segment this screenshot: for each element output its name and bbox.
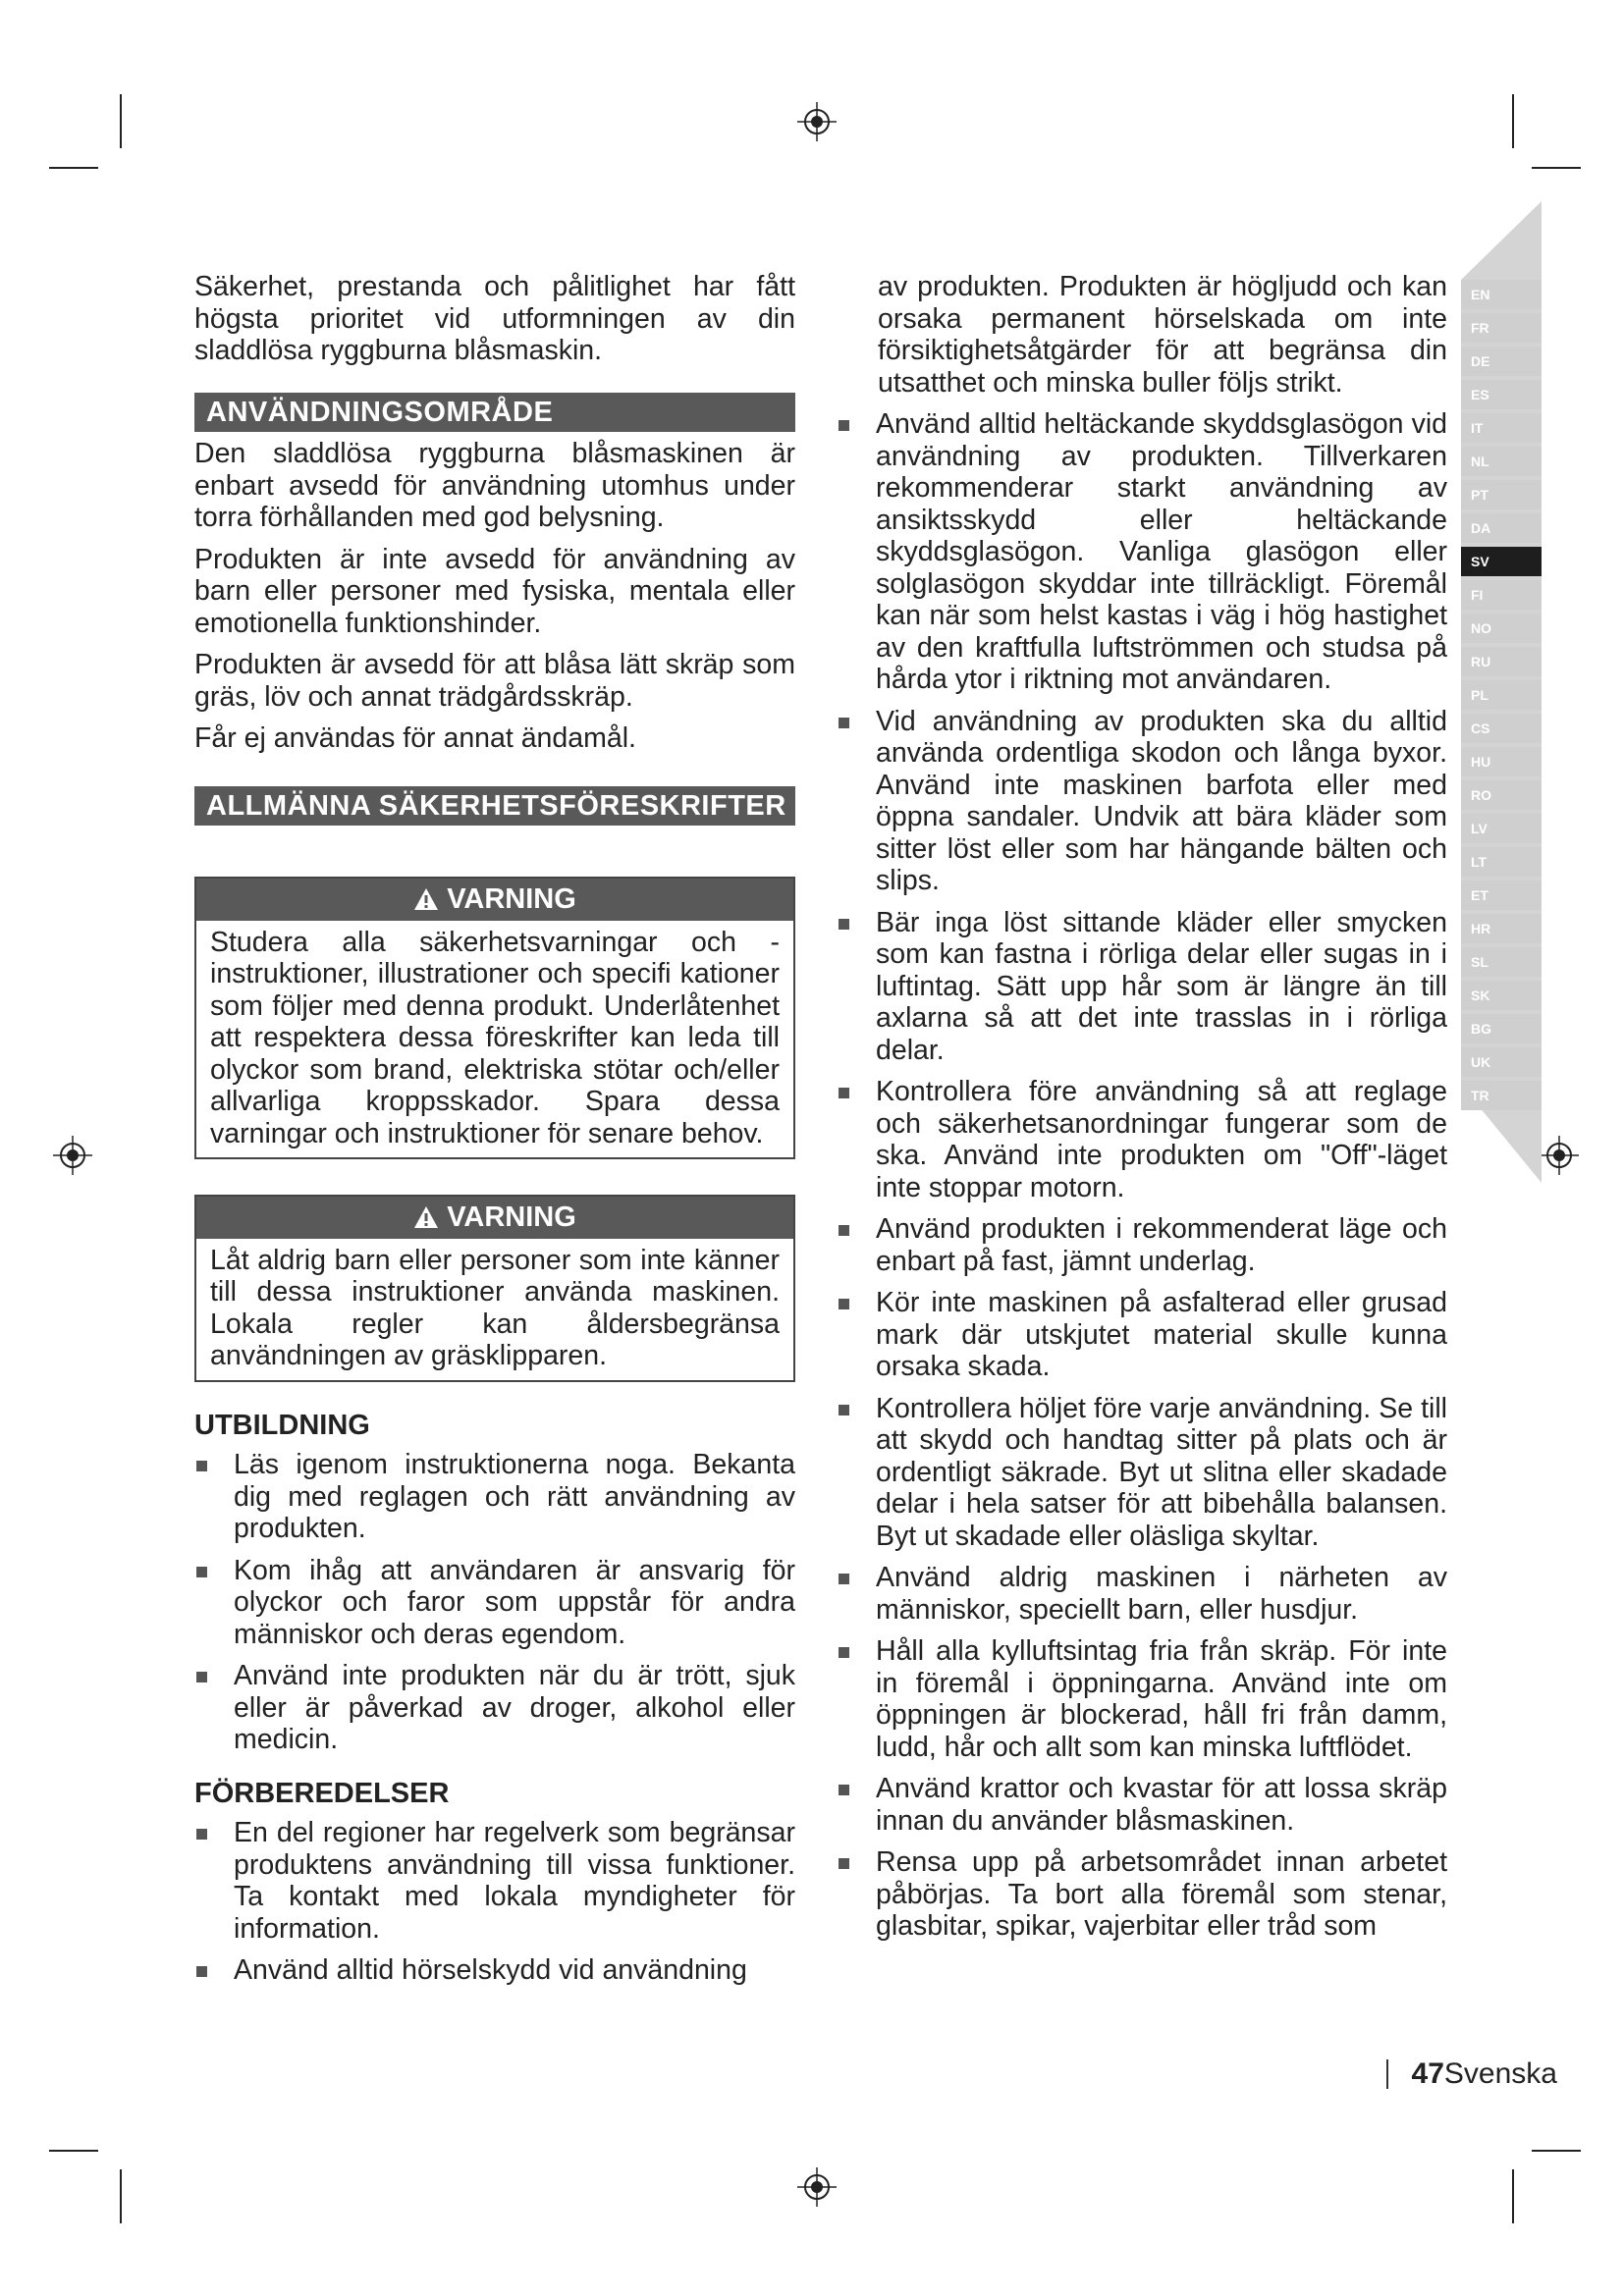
right-column: [872, 271, 1447, 1952]
language-tab-pl: PL: [1461, 680, 1542, 710]
list-item: [837, 1213, 1447, 1277]
list-item: [837, 907, 1447, 1067]
warning-text: Studera alla säkerhetsvarningar och -instruktioner, illustrationer och specifi kationer som följer med denna produkt. Underlåtenhet att respektera dessa föreskrifter kan leda till olyckor som brand, elektriska stötar och/eller allvarliga kroppsskador. Spara dessa varningar och instruktioner för senare behov.: [210, 926, 780, 1149]
language-tab-es: ES: [1461, 380, 1542, 409]
intro-paragraph: Säkerhet, prestanda och pålitlighet har fått högsta prioritet vid utformningen av din sladdlösa ryggburna blåsmaskin.: [194, 271, 795, 366]
list-item-text: Rensa upp på arbetsområdet innan arbetet påbörjas. Ta bort alla föremål som stenar, glasbitar, spikar, vajerbitar eller tråd som: [876, 1846, 1447, 1942]
list-item-text: Kör inte maskinen på asfalterad eller grusad mark där utskjutet material skulle kunna orsaka skada.: [876, 1287, 1447, 1382]
bullet-icon: [839, 1858, 849, 1869]
crop-mark: [1532, 2150, 1581, 2152]
registration-mark-icon: [795, 2165, 839, 2209]
bullet-icon: [839, 1405, 849, 1415]
crop-mark: [120, 2169, 122, 2223]
bullet-icon: [196, 1829, 207, 1840]
bullet-icon: [839, 1225, 849, 1236]
bullet-icon: [839, 919, 849, 930]
bullet-icon: [196, 1567, 207, 1577]
list-item-text: Använd alltid hörselskydd vid användning: [234, 1954, 747, 1986]
language-tab-tr: TR: [1461, 1081, 1542, 1110]
footer-separator: [1386, 2059, 1388, 2089]
registration-mark-icon: [1538, 1134, 1581, 1177]
list-item: [837, 1076, 1447, 1203]
warning-header: [196, 879, 793, 921]
list-item: [194, 1555, 795, 1651]
language-tab-ro: RO: [1461, 780, 1542, 810]
list-item: [194, 1817, 795, 1945]
list-item-text: Kontrollera höljet före varje användning. Se till att skydd och handtag sitter på plats och är ordentligt säkrade. Byt ut slitna eller skadade delar i hela satser för att bibehålla balansen. Byt ut skadade eller oläsliga skyltar.: [876, 1392, 1447, 1552]
list-item-text: Använd alltid heltäckande skyddsglasögon vid användning av produkten. Tillverkaren rekommenderar starkt användning av ansiktsskydd eller heltäckande skyddsglasögon. Vanliga glasögon eller solglasögon skyddar inte tillräckligt. Föremål kan när som helst kastas i väg i hög hastighet av den kraftfulla luftströmmen och studsa på hårda ytor i riktning mot användaren.: [876, 408, 1447, 695]
bullet-icon: [839, 718, 849, 728]
language-tab-sl: SL: [1461, 947, 1542, 977]
warning-box: [194, 877, 795, 1159]
language-tab-hu: HU: [1461, 747, 1542, 776]
list-item-text: Använd produkten i rekommenderat läge och enbart på fast, jämnt underlag.: [876, 1213, 1447, 1277]
list-item: [194, 1660, 795, 1756]
language-tabs: [1461, 201, 1542, 1183]
heading-training: UTBILDNING: [194, 1409, 370, 1441]
list-item: [837, 408, 1447, 696]
list-item: [837, 1562, 1447, 1626]
list-item-text: En del regioner har regelverk som begränsar produktens användning till vissa funktioner. Ta kontakt med lokala myndigheter för information.: [234, 1817, 795, 1945]
list-item: [194, 1449, 795, 1545]
warning-title: VARNING: [447, 1201, 576, 1233]
body-paragraph: Får ej användas för annat ändamål.: [194, 722, 636, 754]
list-item-text: Håll alla kylluftsintag fria från skräp. För inte in föremål i öppningarna. Använd inte om öppningen är blockerad, håll fri från damm, ludd, hår och allt som kan minska luftflödet.: [876, 1635, 1447, 1763]
crop-mark: [49, 167, 98, 169]
list-item-text: Använd inte produkten när du är trött, sjuk eller är påverkad av droger, alkohol eller medicin.: [234, 1660, 795, 1755]
registration-mark-icon: [795, 100, 839, 143]
preparation-list: [194, 1817, 795, 1987]
footer-language: Svenska: [1443, 2057, 1557, 2090]
language-tab-lv: LV: [1461, 814, 1542, 843]
body-paragraph: Produkten är avsedd för att blåsa lätt skräp som gräs, löv och annat trädgårdsskräp.: [194, 649, 795, 713]
training-list: [194, 1449, 795, 1756]
list-item: [837, 1635, 1447, 1763]
language-tab-cs: CS: [1461, 714, 1542, 743]
language-tab-hr: HR: [1461, 914, 1542, 943]
language-tab-de: DE: [1461, 347, 1542, 376]
page-footer: [1386, 2057, 1557, 2091]
warning-header: [196, 1197, 793, 1239]
bullet-icon: [196, 1461, 207, 1471]
language-tab-fi: FI: [1461, 580, 1542, 610]
warning-text: Låt aldrig barn eller personer som inte känner till dessa instruktioner använda maskinen. Lokala regler kan åldersbegränsa användningen av gräsklipparen.: [210, 1244, 780, 1371]
body-paragraph: Den sladdlösa ryggburna blåsmaskinen är enbart avsedd för användning utomhus under torra förhållanden med god belysning.: [194, 438, 795, 533]
page-number: 47: [1411, 2057, 1444, 2090]
warning-triangle-icon: [413, 1205, 439, 1229]
bullet-icon: [196, 1966, 207, 1977]
language-tab-bg: BG: [1461, 1014, 1542, 1043]
list-item: [194, 1954, 795, 1987]
bullet-icon: [196, 1672, 207, 1682]
list-item-text: Vid användning av produkten ska du alltid använda ordentliga skodon och långa byxor. Använd inte maskinen barfota eller med öppna sandaler. Undvik att bära kläder som sitter löst eller som har hängande bälten och slips.: [876, 705, 1447, 896]
language-tab-fr: FR: [1461, 313, 1542, 343]
bullet-icon: [839, 1647, 849, 1658]
list-item: [837, 1846, 1447, 1943]
bullet-icon: [839, 1785, 849, 1795]
language-tab-nl: NL: [1461, 447, 1542, 476]
list-item-text: Använd krattor och kvastar för att lossa skräp innan du använder blåsmaskinen.: [876, 1773, 1447, 1837]
list-item: [837, 1393, 1447, 1553]
list-item: [837, 1287, 1447, 1383]
list-item-text: Bär inga löst sittande kläder eller smycken som kan fastna i rörliga delar eller sugas in i luftintag. Sätt upp hår som är längre än till axlarna så att det inte trasslas in i rörliga delar.: [876, 906, 1447, 1066]
bullet-icon: [839, 1574, 849, 1584]
language-tab-sk: SK: [1461, 981, 1542, 1010]
crop-mark: [1532, 167, 1581, 169]
safety-list: [837, 408, 1447, 1943]
section-title-intended-use: ANVÄNDNINGSOMRÅDE: [194, 393, 795, 433]
language-tab-lt: LT: [1461, 847, 1542, 877]
crop-mark: [1512, 94, 1514, 148]
list-item-text: Kom ihåg att användaren är ansvarig för olyckor och faror som uppstår för andra människor och deras egendom.: [234, 1554, 795, 1650]
heading-preparation: FÖRBEREDELSER: [194, 1777, 450, 1809]
left-column: [194, 271, 795, 1997]
list-item-text: Läs igenom instruktionerna noga. Bekanta dig med reglagen och rätt användning av produkten.: [234, 1449, 795, 1544]
list-item: [837, 706, 1447, 897]
bullet-icon: [839, 1299, 849, 1309]
list-item: [837, 1773, 1447, 1837]
crop-mark: [1512, 2169, 1514, 2223]
language-tab-da: DA: [1461, 513, 1542, 543]
list-item-text: Kontrollera före användning så att reglage och säkerhetsanordningar fungerar som de ska. Använd inte produkten om "Off"-läget inte stoppar motorn.: [876, 1076, 1447, 1203]
language-tab-pt: PT: [1461, 480, 1542, 509]
bullet-icon: [839, 420, 849, 431]
crop-mark: [49, 2150, 98, 2152]
list-item-text: Använd aldrig maskinen i närheten av människor, speciellt barn, eller husdjur.: [876, 1562, 1447, 1626]
language-tab-uk: UK: [1461, 1047, 1542, 1077]
language-tab-it: IT: [1461, 413, 1542, 443]
registration-mark-icon: [51, 1134, 94, 1177]
warning-triangle-icon: [413, 887, 439, 911]
language-tab-no: NO: [1461, 614, 1542, 643]
warning-title: VARNING: [447, 883, 576, 915]
crop-mark: [120, 94, 122, 148]
language-tab-sv: SV: [1461, 547, 1542, 576]
section-title-general-safety: ALLMÄNNA SÄKERHETSFÖRESKRIFTER: [194, 786, 795, 827]
language-tab-ru: RU: [1461, 647, 1542, 676]
continuation-paragraph: av produkten. Produkten är högljudd och kan orsaka permanent hörselskada om inte försiktighetsåtgärder för att begränsa din utsatthet och minska buller följs strikt.: [878, 271, 1447, 399]
body-paragraph: Produkten är inte avsedd för användning av barn eller personer med fysiska, mentala eller emotionella funktionshinder.: [194, 543, 795, 639]
bullet-icon: [839, 1088, 849, 1098]
warning-box: [194, 1195, 795, 1382]
language-tab-et: ET: [1461, 881, 1542, 910]
language-tab-en: EN: [1461, 280, 1542, 309]
